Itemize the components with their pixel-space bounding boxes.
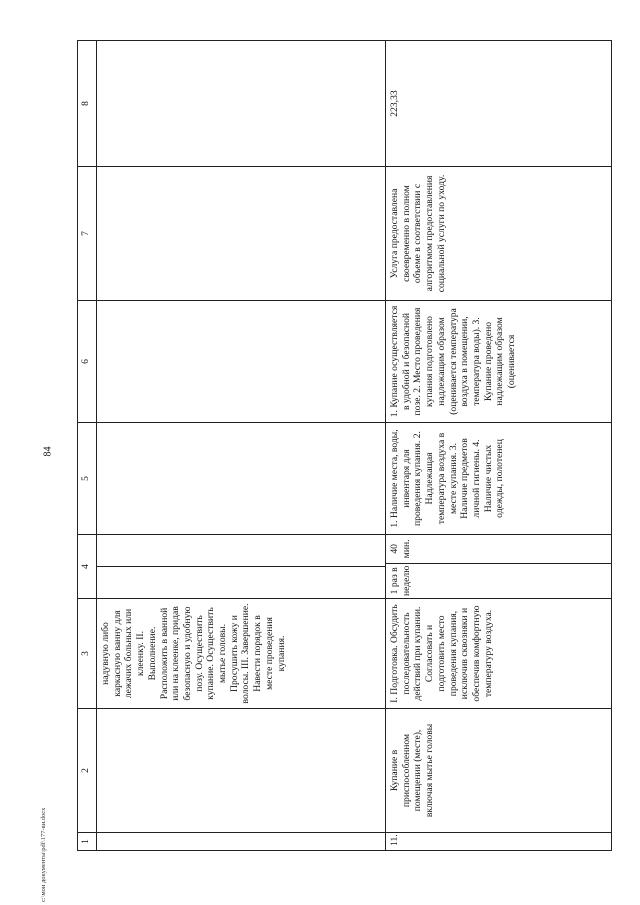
table-row-11 — [386, 41, 612, 851]
service-result: Услуга предоставлена своевременно в полном объеме в соответствии с алгоритмом предоставления социальной услуги по уходу. — [386, 167, 612, 301]
continuation-row — [97, 41, 386, 851]
cont-cell-8 — [97, 41, 386, 167]
header-col-2: 2 — [78, 709, 97, 833]
service-procedure: I. Подготовка. Обсудить последовательность действий при купании. Согласовать и подготовить место проведения купания, исключив сквозняки и обеспечив комфортную температуру воздуха. — [386, 599, 612, 709]
cont-cell-4 — [97, 535, 386, 599]
footer-file-path: c:\мои документы\pdf\177-ви.docx — [40, 807, 47, 902]
header-col-4: 4 — [78, 535, 97, 599]
service-conditions: 1. Наличие места, воды, инвентаря для проведения купания. 2. Надлежащая температура воздуха в месте купания. 3. Наличие предметов личной гигиены. 4. Наличие чистых одежды, полотенец — [386, 423, 612, 535]
header-col-3: 3 — [78, 599, 97, 709]
row-number: 11. — [386, 833, 612, 851]
header-col-1: 1 — [78, 833, 97, 851]
cont-cell-6 — [97, 301, 386, 423]
service-tariff: 223,33 — [386, 41, 612, 167]
service-duration: 40 мин. — [389, 539, 412, 559]
cont-cell-2 — [97, 709, 386, 833]
header-col-8: 8 — [78, 41, 97, 167]
cont-cell-7 — [97, 167, 386, 301]
cont-cell-1 — [97, 833, 386, 851]
cont-cell-4-split — [97, 535, 385, 598]
frequency-duration-cell — [386, 535, 612, 599]
cont-procedure-cell: надувную либо каркасную ванну для лежачих больных или клеенку. II. Выполнение. Расположить в ванной или на клеенке, придав безопасную и удобную позу. Осуществить купание. Осуществить мытье головы. Просушить кожу и волосы. III. Завершение. Навести порядок в месте проведения купания. — [97, 599, 386, 709]
frequency-duration-split — [386, 535, 611, 598]
services-table — [77, 40, 612, 851]
service-name: Купание в приспособленном помещении (месте), включая мытье головы — [386, 709, 612, 833]
header-col-5: 5 — [78, 423, 97, 535]
cont-cell-5 — [97, 423, 386, 535]
service-frequency: 1 раз в неделю — [386, 563, 611, 598]
rotated-table-container — [77, 41, 597, 851]
header-col-6: 6 — [78, 301, 97, 423]
quality-indicators: 1. Купание осуществляется в удобной и безопасной позе. 2. Место проведения купания подготовлено надлежащим образом (оценивается температура воздуха в помещении, температура воды). 3. Купание проведено надлежащим образом (оценивается — [386, 301, 612, 423]
header-row — [78, 41, 97, 851]
page-number: 84 — [42, 446, 54, 457]
header-col-7: 7 — [78, 167, 97, 301]
